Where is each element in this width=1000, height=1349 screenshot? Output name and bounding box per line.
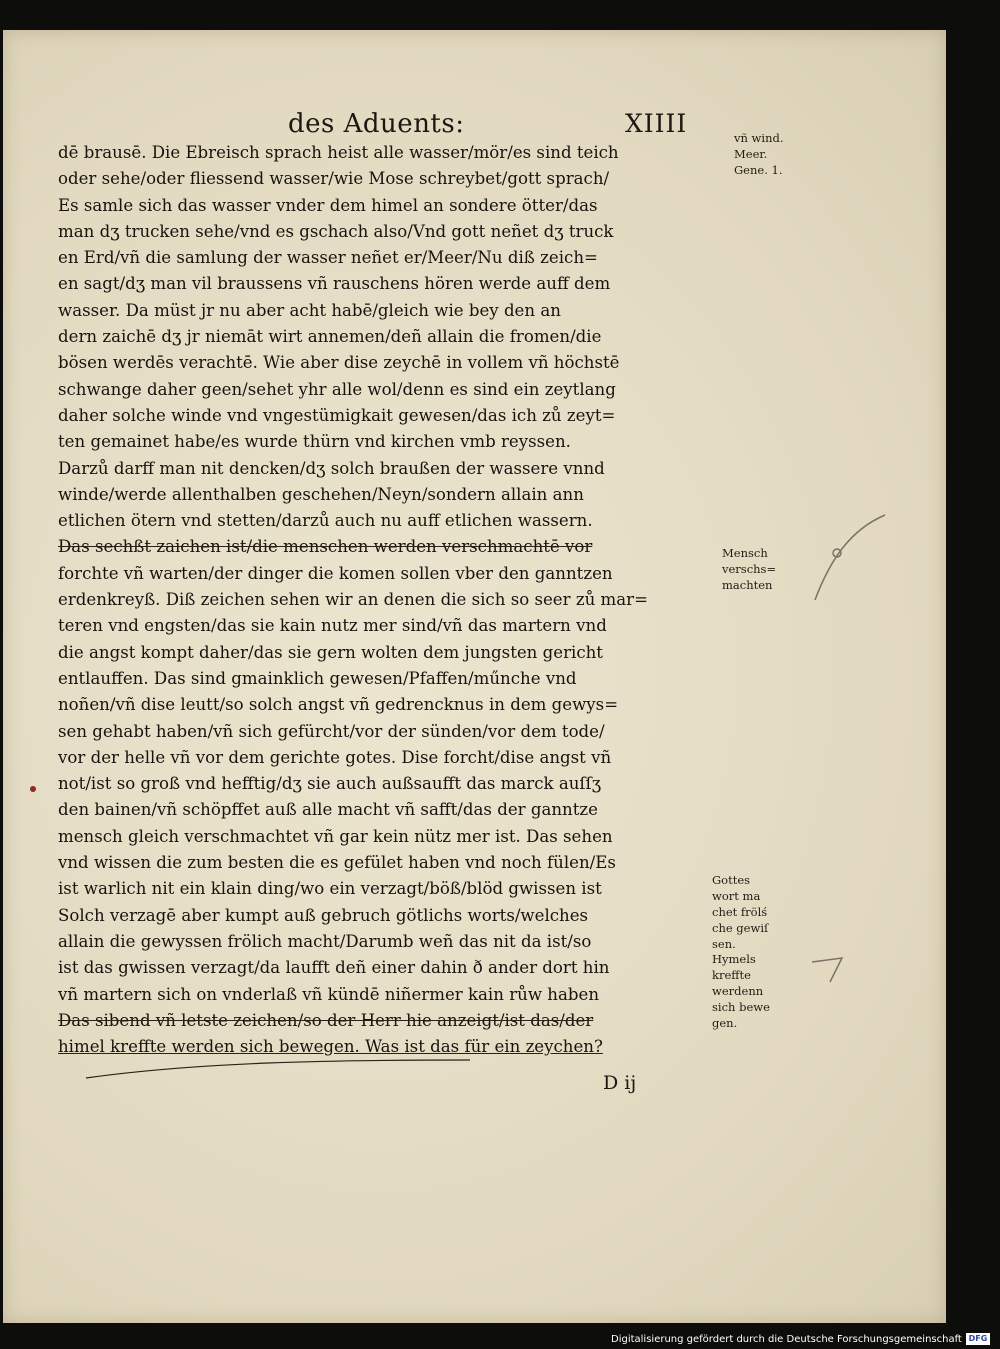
text-line: vnd wissen die zum besten die es gefület haben vnd noch fülen/Es xyxy=(58,853,616,873)
dfg-logo: DFG xyxy=(966,1333,990,1345)
text-line: oder sehe/oder fliessend wasser/wie Mose schreybet/gott sprach/ xyxy=(58,169,610,189)
text-line: ten gemainet habe/es wurde thürn vnd kirchen vmb reyssen. xyxy=(58,432,571,452)
text-line: ist das gwissen verzagt/da laufft deñ einer dahin ð ander dort hin xyxy=(58,958,610,978)
margin-note-meer: vñ wind. Meer. Gene. 1. xyxy=(734,131,784,177)
digitization-credit: Digitalisierung gefördert durch die Deutsche Forschungsgemeinschaft xyxy=(611,1334,962,1345)
text-line: man dʒ trucken sehe/vnd es gschach also/Vnd gott neñet dʒ truck xyxy=(58,221,614,241)
margin-note-hymels: Hymels kreffte werdenn sich bewe gen. xyxy=(712,952,770,1030)
text-line: daher solche winde vnd vngestümigkait gewesen/das ich zů zeyt= xyxy=(58,405,616,425)
text-line: schwange daher geen/sehet yhr alle wol/denn es sind ein zeytlang xyxy=(58,379,616,399)
text-line: ist warlich nit ein klain ding/wo ein verzagt/böß/blöd gwissen ist xyxy=(58,879,602,899)
text-line: allain die gewyssen frölich macht/Darumb weñ das nit da ist/so xyxy=(58,931,592,951)
text-line: noñen/vñ dise leutt/so solch angst vñ gedrencknus in dem gewys= xyxy=(58,695,619,715)
text-line: forchte vñ warten/der dinger die komen sollen vber den ganntzen xyxy=(58,563,613,583)
text-line: not/ist so groß vnd hefftig/dʒ sie auch außsaufft das marck auſſʒ xyxy=(58,774,602,794)
text-line: bösen werdēs verachtē. Wie aber dise zeychē in vollem vñ höchstē xyxy=(58,353,620,373)
text-line: entlauffen. Das sind gmainklich gewesen/Pfaffen/műnche vnd xyxy=(58,668,577,688)
text-line: winde/werde allenthalben geschehen/Neyn/sondern allain ann xyxy=(58,484,584,504)
text-line: sen gehabt haben/vñ sich gefürcht/vor der sünden/vor dem tode/ xyxy=(58,721,605,741)
text-line: vñ martern sich on vnderlaß vñ kündē niñermer kain růw haben xyxy=(58,984,600,1004)
text-line: die angst kompt daher/das sie gern wolten dem jungsten gericht xyxy=(58,642,603,662)
text-line: himel kreffte werden sich bewegen. Was ist das für ein zeychen? xyxy=(58,1037,603,1057)
catchword: D ij xyxy=(603,1072,637,1094)
text-line: Solch verzagē aber kumpt auß gebruch götlichs worts/welches xyxy=(58,905,589,925)
text-line: etlichen ötern vnd stetten/darzů auch nu auff etlichen wassern. xyxy=(58,511,593,531)
folio-number: XIIII xyxy=(625,109,688,138)
text-line: erdenkreyß. Diß zeichen sehen wir an denen die sich so seer zů mar= xyxy=(58,590,649,610)
ink-underline-stroke xyxy=(86,1060,470,1078)
text-line: dern zaichē dʒ jr niemāt wirt annemen/deñ allain die fromen/die xyxy=(58,327,602,347)
text-line: wasser. Da müst jr nu aber acht habē/gleich wie bey den an xyxy=(58,300,561,320)
text-line: Das sibend vñ letste zeichen/so der Herr hie anzeigt/ist das/der xyxy=(58,1010,594,1030)
pencil-seven-mark xyxy=(812,958,842,982)
text-line: den bainen/vñ schöpffet auß alle macht vñ safft/das der ganntze xyxy=(58,800,598,820)
text-line: Es samle sich das wasser vnder dem himel an sondere ötter/das xyxy=(58,195,598,215)
running-title: des Aduents: xyxy=(288,109,465,139)
text-line: Das sechßt zaichen ist/die menschen werden verschmachtē vor xyxy=(58,537,593,557)
margin-note-gottes-wort: Gottes wort ma chet frölś che gewiſ sen. xyxy=(712,873,769,951)
text-line: Darzů darff man nit dencken/dʒ solch braußen der wassere vnnd xyxy=(58,458,605,478)
text-line: dē brausē. Die Ebreisch sprach heist alle wasser/mör/es sind teich xyxy=(58,143,619,162)
text-line: en sagt/dʒ man vil braussens vñ rauschens hören werde auff dem xyxy=(58,274,611,294)
text-line: vor der helle vñ vor dem gerichte gotes. Dise forcht/dise angst vñ xyxy=(58,747,612,767)
text-line: mensch gleich verschmachtet vñ gar kein nütz mer ist. Das sehen xyxy=(58,826,613,846)
margin-note-menschen: Mensch verschs= machten xyxy=(722,546,777,592)
pencil-curve-mark xyxy=(815,515,885,600)
text-line: teren vnd engsten/das sie kain nutz mer sind/vñ das martern vnd xyxy=(58,616,607,636)
text-line: en Erd/vñ die samlung der wasser neñet er/Meer/Nu diß zeich= xyxy=(58,248,598,268)
